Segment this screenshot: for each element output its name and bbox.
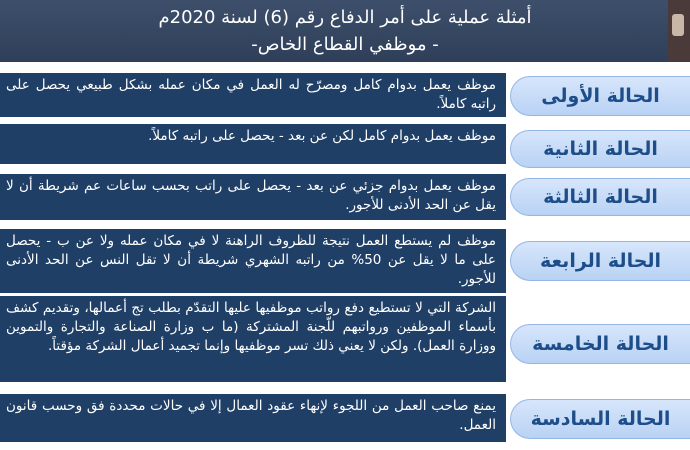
case-label-6: الحالة السادسة <box>510 399 690 439</box>
case-row-3 <box>0 170 690 225</box>
case-row-2 <box>0 122 690 168</box>
case-description-1: موظف يعمل بدوام كامل ومصرّح له العمل في مكان عمله بشكل طبيعي يحصل على راتبه كاملاً. <box>0 73 506 117</box>
logo-mark-icon <box>672 14 684 36</box>
slide-header <box>0 0 690 62</box>
case-label-2: الحالة الثانية <box>510 130 690 168</box>
case-label-4: الحالة الرابعة <box>510 241 690 281</box>
logo <box>668 0 690 62</box>
case-row-4 <box>0 228 690 296</box>
case-row-6 <box>0 392 690 450</box>
case-row-1 <box>0 70 690 120</box>
case-label-3: الحالة الثالثة <box>510 178 690 216</box>
case-description-3: موظف يعمل بدوام جزئي عن بعد - يحصل على راتب بحسب ساعات عم شريطة أن لا يقل عن الحد الأدنى للأجور. <box>0 174 506 220</box>
case-description-2: موظف يعمل بدوام كامل لكن عن بعد - يحصل على راتبه كاملاً. <box>0 124 506 164</box>
slide-title: أمثلة عملية على أمر الدفاع رقم (6) لسنة 2020م <box>158 7 532 28</box>
case-row-5 <box>0 296 690 386</box>
case-label-1: الحالة الأولى <box>510 76 690 116</box>
slide-subtitle: - موظفي القطاع الخاص- <box>251 34 439 55</box>
case-description-6: يمنع صاحب العمل من اللجوء لإنهاء عقود العمال إلا في حالات محددة فق وحسب قانون العمل. <box>0 394 506 442</box>
case-label-5: الحالة الخامسة <box>510 324 690 364</box>
case-description-4: موظف لم يستطع العمل نتيجة للظروف الراهنة لا في مكان عمله ولا عن ب - يحصل على ما لا يقل عن 50% من راتبه الشهري شريطة أن لا تقل النس عن الحد الأدنى للأجور. <box>0 229 506 293</box>
case-description-5: الشركة التي لا تستطيع دفع رواتب موظفيها عليها التقدّم بطلب تج أعمالها، وتقديم كشف بأسماء الموظفين ورواتبهم للّجنة المشتركة (ما ب وزارة الصناعة والتجارة والتموين ووزارة العمل). ولكن لا يعني ذلك تسر موظفيها وإنما تجميد أعمال الشركة مؤقتاً. <box>0 296 506 382</box>
